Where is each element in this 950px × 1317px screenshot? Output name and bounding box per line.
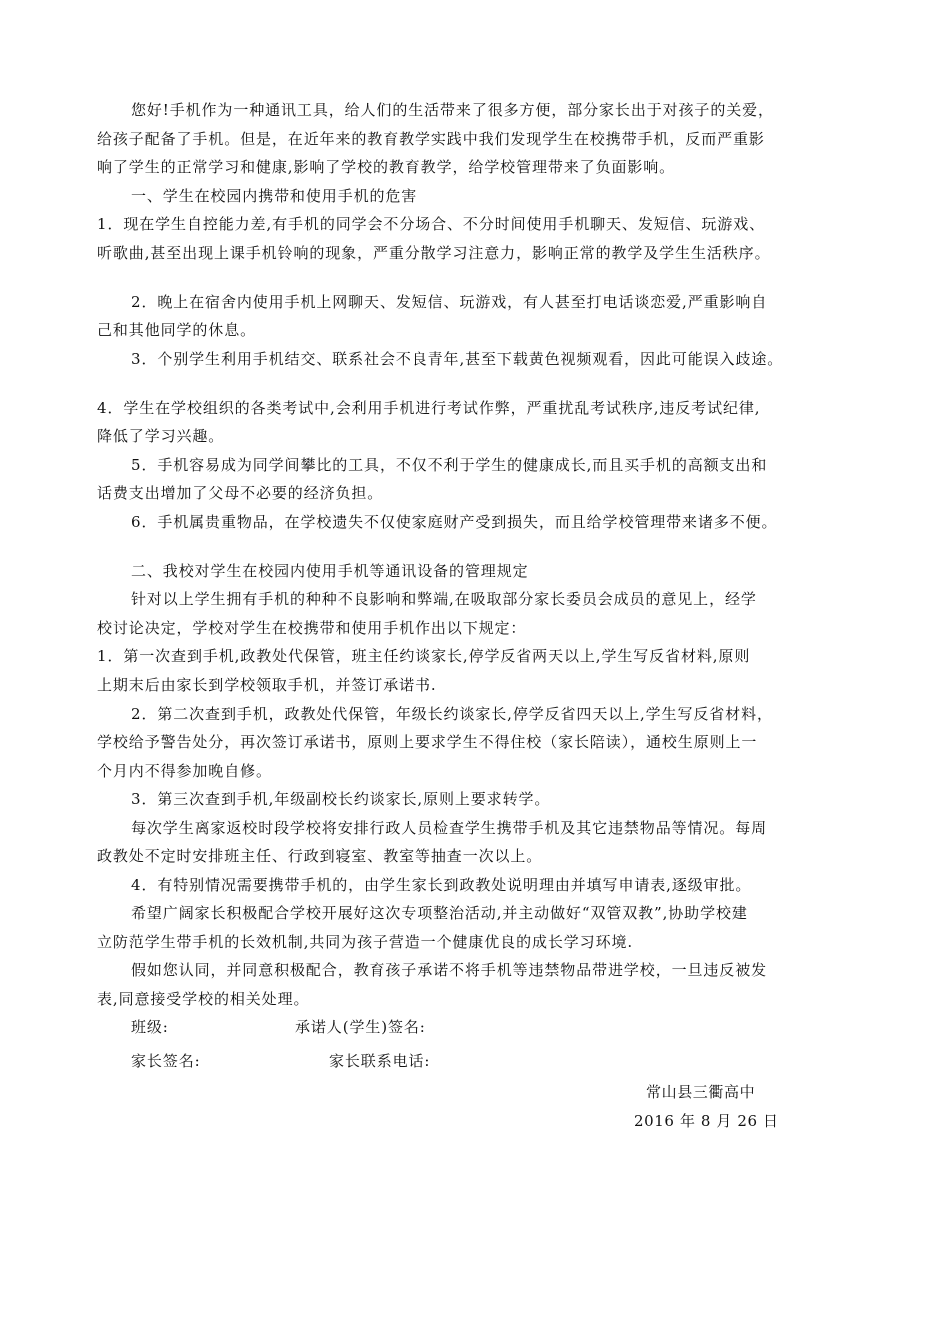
paragraph-line: 1．第一次查到手机,政教处代保管，班主任约谈家长,停学反省两天以上,学生写反省材料,原则 bbox=[97, 647, 751, 665]
class-label: 班级: bbox=[131, 1018, 169, 1036]
paragraph-line: 话费支出增加了父母不必要的经济负担。 bbox=[97, 484, 384, 502]
paragraph-line: 您好!手机作为一种通讯工具，给人们的生活带来了很多方便，部分家长出于对孩子的关爱， bbox=[131, 101, 774, 119]
paragraph-line: 给孩子配备了手机。但是，在近年来的教育教学实践中我们发现学生在校携带手机，反而严重影 bbox=[97, 130, 765, 148]
paragraph-line: 2．晚上在宿舍内使用手机上网聊天、发短信、玩游戏，有人甚至打电话谈恋爱,严重影响自 bbox=[131, 293, 768, 311]
paragraph-line: 2．第二次查到手机，政教处代保管，年级长约谈家长,停学反省四天以上,学生写反省材料， bbox=[131, 705, 773, 723]
paragraph-line: 4．有特别情况需要携带手机的，由学生家长到政教处说明理由并填写申请表,逐级审批。 bbox=[131, 876, 752, 894]
paragraph-line: 政教处不定时安排班主任、行政到寝室、教室等抽查一次以上。 bbox=[97, 847, 543, 865]
student-signature-label: 承诺人(学生)签名: bbox=[295, 1018, 426, 1036]
paragraph-line: 校讨论决定，学校对学生在校携带和使用手机作出以下规定： bbox=[97, 619, 527, 637]
school-name: 常山县三衢高中 bbox=[646, 1083, 756, 1101]
paragraph-line: 表,同意接受学校的相关处理。 bbox=[97, 990, 310, 1008]
paragraph-line: 响了学生的正常学习和健康,影响了学校的教育教学，给学校管理带来了负面影响。 bbox=[97, 158, 676, 176]
paragraph-line: 3．个别学生利用手机结交、联系社会不良青年,甚至下载黄色视频观看，因此可能误入歧途。 bbox=[131, 350, 784, 368]
parent-signature-label: 家长签名: bbox=[131, 1052, 201, 1070]
section-heading: 一、学生在校园内携带和使用手机的危害 bbox=[131, 187, 418, 205]
paragraph-line: 个月内不得参加晚自修。 bbox=[97, 762, 272, 780]
paragraph-line: 己和其他同学的休息。 bbox=[97, 321, 257, 339]
paragraph-line: 上期末后由家长到学校领取手机，并签订承诺书. bbox=[97, 676, 437, 694]
paragraph-line: 立防范学生带手机的长效机制,共同为孩子营造一个健康优良的成长学习环境. bbox=[97, 933, 634, 951]
paragraph-line: 1．现在学生自控能力差,有手机的同学会不分场合、不分时间使用手机聊天、发短信、玩游戏、 bbox=[97, 215, 766, 233]
paragraph-line: 假如您认同，并同意积极配合，教育孩子承诺不将手机等违禁物品带进学校，一旦违反被发 bbox=[131, 961, 768, 979]
paragraph-line: 4．学生在学校组织的各类考试中,会利用手机进行考试作弊，严重扰乱考试秩序,违反考试纪律, bbox=[97, 399, 761, 417]
paragraph-line: 降低了学习兴趣。 bbox=[97, 427, 225, 445]
parent-phone-label: 家长联系电话: bbox=[329, 1052, 431, 1070]
paragraph-line: 希望广阔家长积极配合学校开展好这次专项整治活动,并主动做好“双管双教”,协助学校建 bbox=[131, 904, 748, 922]
paragraph-line: 每次学生离家返校时段学校将安排行政人员检查学生携带手机及其它违禁物品等情况。每周 bbox=[131, 819, 768, 837]
paragraph-line: 听歌曲,甚至出现上课手机铃响的现象，严重分散学习注意力，影响正常的教学及学生生活秩序。 bbox=[97, 244, 771, 262]
paragraph-line: 3．第三次查到手机,年级副校长约谈家长,原则上要求转学。 bbox=[131, 790, 551, 808]
paragraph-line: 6．手机属贵重物品，在学校遗失不仅使家庭财产受到损失，而且给学校管理带来诸多不便。 bbox=[131, 513, 778, 531]
document-date: 2016 年 8 月 26 日 bbox=[634, 1112, 779, 1130]
paragraph-line: 针对以上学生拥有手机的种种不良影响和弊端,在吸取部分家长委员会成员的意见上，经学 bbox=[131, 590, 757, 608]
paragraph-line: 5．手机容易成为同学间攀比的工具，不仅不利于学生的健康成长,而且买手机的高额支出和 bbox=[131, 456, 768, 474]
section-heading: 二、我校对学生在校园内使用手机等通讯设备的管理规定 bbox=[131, 562, 529, 580]
paragraph-line: 学校给予警告处分，再次签订承诺书，原则上要求学生不得住校（家长陪读），通校生原则上一 bbox=[97, 733, 758, 751]
